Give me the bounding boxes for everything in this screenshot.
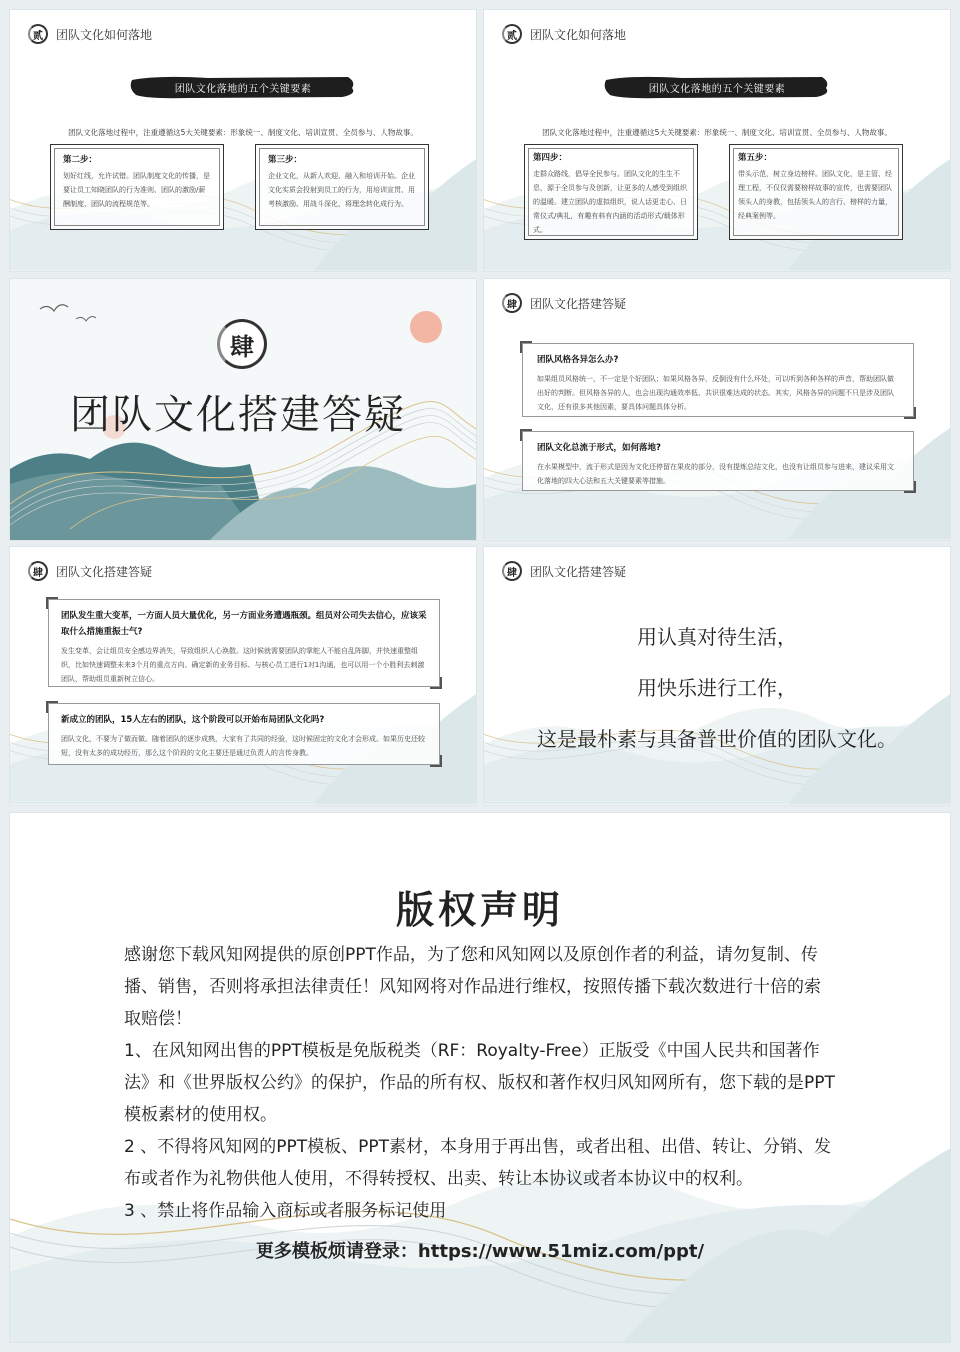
qa-question: 团队风格各异怎么办? bbox=[537, 355, 619, 365]
step-title: 第三步： bbox=[268, 155, 303, 165]
step-box bbox=[50, 144, 224, 230]
slide-1 bbox=[10, 10, 476, 271]
slide-4 bbox=[484, 279, 950, 540]
slide-3 bbox=[10, 279, 476, 540]
qa-card bbox=[522, 431, 914, 491]
qa-answer: 团队文化，不要为了做而做。随着团队的逐步成熟，大家有了共同的经验，这时候固定的文化才会形成。如果历史还较短，没有太多的成功经历，那么这个阶段的文化主要还是通过负责人的言传身教。 bbox=[61, 735, 425, 757]
section-title: 团队文化如何落地 bbox=[530, 27, 627, 42]
qa-card bbox=[48, 703, 440, 765]
qa-question: 团队文化总流于形式，如何落地? bbox=[537, 443, 661, 453]
section-title: 团队文化搭建答疑 bbox=[530, 564, 627, 579]
banner-text: 团队文化落地的五个关键要素 bbox=[174, 84, 312, 95]
section-main-title: 团队文化搭建答疑 bbox=[70, 392, 406, 438]
quote-line-1: 用认真对待生活， bbox=[637, 625, 797, 649]
step-title: 第四步： bbox=[533, 153, 568, 163]
section-title: 团队文化如何落地 bbox=[56, 27, 153, 42]
copyright-paragraph: 3 、禁止将作品输入商标或者服务标记使用 bbox=[124, 1201, 447, 1221]
qa-card bbox=[522, 343, 914, 417]
step-title: 第二步： bbox=[63, 155, 98, 165]
seal-icon: 贰 bbox=[28, 24, 48, 44]
slide-header bbox=[502, 293, 626, 313]
step-text: 带头示范，树立身边榜样。团队文化，是主管、经理工程，不仅仅需要榜样故事的宣传，也需要团队领头人的身教，包括领头人的言行、榜样的力量，经典案例等。 bbox=[738, 170, 892, 220]
seal-icon: 肆 bbox=[217, 319, 267, 369]
qa-question: 团队发生重大变革，一方面人员大量优化，另一方面业务遭遇瓶颈。组员对公司失去信心，应该采取什么措施重振士气? bbox=[61, 611, 427, 637]
section-title: 团队文化搭建答疑 bbox=[56, 564, 153, 579]
website-link[interactable]: 更多模板烦请登录：https://www.51miz.com/ppt/ bbox=[255, 1241, 705, 1262]
banner-text: 团队文化落地的五个关键要素 bbox=[648, 84, 786, 95]
step-box bbox=[255, 144, 429, 230]
copyright-body bbox=[124, 939, 836, 1227]
mountain-background bbox=[484, 624, 950, 805]
seal-icon: 肆 bbox=[502, 293, 522, 313]
qa-answer: 在水果模型中，流于形式是因为文化还停留在果皮的部分，没有提炼总结文化，也没有让组员参与进来，建议采用文化落地的四大心法和五大关键要素等措施。 bbox=[537, 463, 894, 485]
qa-question: 新成立的团队，15人左右的团队，这个阶段可以开始布局团队文化吗? bbox=[61, 715, 325, 725]
step-title: 第五步： bbox=[738, 153, 773, 163]
seal-icon: 肆 bbox=[502, 561, 522, 581]
intro-text: 团队文化落地过程中，注重遵循这5大关键要素：形象统一、制度文化、培训宣贯、全员参与、人物故事。 bbox=[542, 128, 892, 137]
step-box bbox=[729, 144, 903, 240]
step-text: 走群众路线，倡导全民参与。团队文化的生生不息，源于全员参与及创新，让更多的人感受到组织的温暖。建立团队的虚拟组织，说人话更走心、日常仪式/典礼，有趣有料有内涵的活动形式/载体形式。 bbox=[533, 170, 687, 234]
ink-brush-banner bbox=[602, 74, 832, 100]
intro-text: 团队文化落地过程中，注重遵循这5大关键要素：形象统一、制度文化、培训宣贯、全员参与、人物故事。 bbox=[68, 128, 418, 137]
slide-header bbox=[502, 24, 626, 44]
qa-card bbox=[48, 599, 440, 687]
slide-header bbox=[28, 561, 152, 581]
copyright-slide bbox=[10, 813, 950, 1342]
slide-header bbox=[28, 24, 152, 44]
slide-2 bbox=[484, 10, 950, 271]
step-box bbox=[524, 144, 698, 240]
qa-answer: 如果组员风格统一，不一定是个好团队；如果风格各异，反倒没有什么坏处，可以听到各种各样的声音，帮助团队做出好的判断。但风格各异的人，也会出现沟通效率低、共识很难达成的状态。其实，风格各异的问题不只是涉及团队文化，还有很多其他因素，要具体问题具体分析。 bbox=[537, 375, 894, 411]
section-title: 团队文化搭建答疑 bbox=[530, 296, 627, 311]
step-text: 划好红线，允许试错。团队制度文化的传播，是要让员工知晓团队的行为准则、团队的激励/薪酬制度、团队的流程规范等。 bbox=[63, 172, 210, 208]
slide-5 bbox=[10, 547, 476, 805]
seal-icon: 贰 bbox=[502, 24, 522, 44]
quote-line-2: 用快乐进行工作， bbox=[637, 676, 797, 700]
copyright-paragraph: 2 、不得将风知网的PPT模板、PPT素材，本身用于再出售，或者出租、出借、转让、分销、发布或者作为礼物供他人使用，不得转授权、出卖、转让本协议或者本协议中的权利。 bbox=[124, 1137, 831, 1189]
step-text: 企业文化，从新人欢迎、融入和培训开始。企业文化实质会投射到员工的行为，用培训宣贯、用考核激励、用战斗深化，将理念转化成行为。 bbox=[268, 172, 415, 208]
copyright-paragraph: 1、在风知网出售的PPT模板是免版税类（RF：Royalty-Free）正版受《中国人民共和国著作法》和《世界版权公约》的保护，作品的所有权、版权和著作权归风知网所有，您下载的是PPT模板素材的使用权。 bbox=[124, 1041, 835, 1125]
copyright-paragraph: 感谢您下载风知网提供的原创PPT作品，为了您和风知网以及原创作者的利益，请勿复制、传播、销售，否则将承担法律责任！风知网将对作品进行维权，按照传播下载次数进行十倍的索取赔偿！ bbox=[124, 945, 821, 1029]
quote-line-3: 这是最朴素与具备普世价值的团队文化。 bbox=[537, 727, 897, 751]
qa-answer: 发生变革，会让组员安全感边界消失，导致组织人心涣散。这时候就需要团队的掌舵人不能自乱阵脚，并快速重整组织，比如快速调整未来3个月的重点方向、确定新的业务目标、与核心员工进行1对1沟通，也可以用一个小胜利去刺激团队，帮助组员重新树立信心。 bbox=[61, 647, 425, 683]
seal-icon: 肆 bbox=[28, 561, 48, 581]
slide-header bbox=[502, 561, 626, 581]
slide-6 bbox=[484, 547, 950, 805]
ink-brush-banner bbox=[128, 74, 358, 100]
copyright-title: 版权声明 bbox=[395, 888, 564, 932]
